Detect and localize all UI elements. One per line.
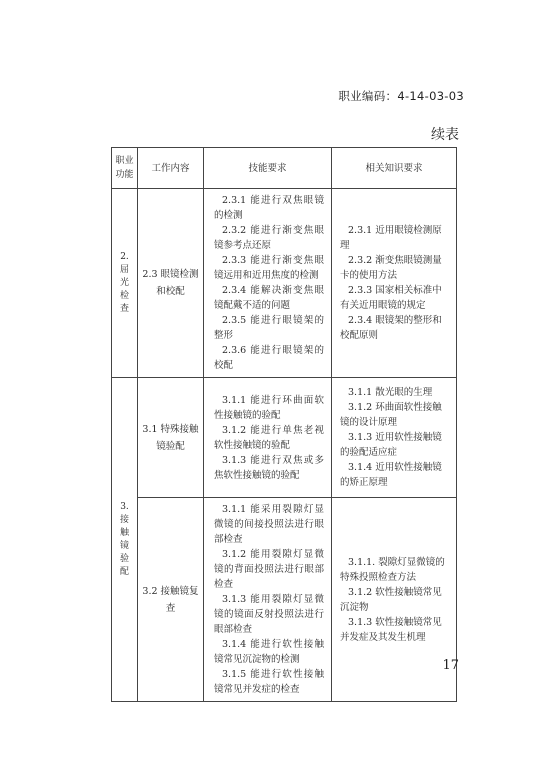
- knowledge-cell: [332, 378, 457, 498]
- skill-item: 3.1.3 能用裂隙灯显微镜的镜面反射投照法进行眼部检查: [214, 594, 324, 635]
- skills-cell: [204, 498, 332, 702]
- skill-item: 3.1.1 能采用裂隙灯显微镜的间接投照法进行眼部检查: [214, 504, 324, 545]
- skill-item: 2.3.1 能进行双焦眼镜的检测: [214, 195, 324, 221]
- skill-item: 3.1.5 能进行软性接触镜常见并发症的检查: [214, 669, 324, 695]
- function-cell: [112, 378, 138, 702]
- knowledge-cell: [332, 498, 457, 702]
- knowledge-cell: [332, 189, 457, 378]
- skill-item: 2.3.6 能进行眼镜架的校配: [214, 345, 324, 371]
- knowledge-item: 3.1.2 环曲面软性接触镜的设计原理: [340, 402, 442, 428]
- skill-item: 2.3.4 能解决渐变焦眼镜配戴不适的问题: [214, 285, 324, 311]
- function-char: 镜: [119, 540, 129, 551]
- header-skill-requirements: 技能要求: [204, 148, 332, 189]
- skill-item: 2.3.5 能进行眼镜架的整形: [214, 315, 324, 341]
- table-row: [112, 498, 457, 702]
- function-char: 查: [119, 303, 129, 314]
- knowledge-item: 2.3.1 近用眼镜检测原理: [340, 225, 442, 251]
- function-char: 触: [119, 527, 129, 538]
- table-row: [112, 378, 457, 498]
- function-char: 屈: [119, 264, 129, 275]
- knowledge-item: 3.1.2 软性接触镜常见沉淀物: [340, 586, 442, 613]
- knowledge-item: 2.3.3 国家相关标准中有关近用眼镜的规定: [340, 285, 442, 311]
- work-content-cell: 3.1 特殊接触镜验配: [138, 378, 204, 498]
- function-char: 接: [119, 514, 129, 525]
- knowledge-item: 3.1.1. 裂隙灯显微镜的特殊投照检查方法: [340, 556, 445, 583]
- knowledge-item: 3.1.1 散光眼的生理: [348, 387, 433, 398]
- continued-label: 续表: [431, 127, 459, 143]
- function-char: 检: [119, 290, 129, 301]
- skill-item: 3.1.2 能进行单焦老视软性接触镜的验配: [214, 424, 324, 451]
- function-number: 2.: [120, 251, 129, 262]
- function-number: 3.: [120, 501, 129, 512]
- skills-cell: [204, 189, 332, 378]
- skills-table: [111, 147, 457, 702]
- function-cell: [112, 189, 138, 378]
- header-function: 职业 功能: [112, 148, 138, 189]
- header-knowledge-requirements: 相关知识要求: [332, 148, 457, 189]
- skill-item: 2.3.3 能进行渐变焦眼镜远用和近用焦度的检测: [214, 255, 324, 281]
- work-content-cell: 3.2 接触镜复查: [138, 498, 204, 702]
- skill-item: 3.1.3 能进行双焦或多焦软性接触镜的验配: [214, 454, 324, 481]
- skill-item: 2.3.2 能进行渐变焦眼镜参考点还原: [214, 225, 324, 251]
- header-work-content: 工作内容: [138, 148, 204, 189]
- knowledge-item: 3.1.3 近用软性接触镜的验配适应症: [340, 432, 442, 458]
- table-row: [112, 189, 457, 378]
- skill-item: 3.1.1 能进行环曲面软性接触镜的验配: [214, 394, 324, 421]
- function-char: 配: [119, 566, 129, 577]
- skill-item: 3.1.2 能用裂隙灯显微镜的背面投照法进行眼部检查: [214, 549, 324, 590]
- page-number: 17: [442, 658, 459, 673]
- function-char: 验: [119, 553, 129, 564]
- table-header-row: [112, 148, 457, 189]
- knowledge-item: 2.3.2 渐变焦眼镜测量卡的使用方法: [340, 255, 442, 281]
- occupation-code: 职业编码：4-14-03-03: [338, 89, 464, 103]
- knowledge-item: 3.1.3 软性接触镜常见并发症及其发生机理: [340, 616, 442, 643]
- knowledge-item: 2.3.4 眼镜架的整形和校配原则: [340, 315, 442, 341]
- work-content-cell: 2.3 眼镜检测和校配: [138, 189, 204, 378]
- skill-item: 3.1.4 能进行软性接触镜常见沉淀物的检测: [214, 639, 324, 665]
- function-char: 光: [119, 277, 129, 288]
- skills-cell: [204, 378, 332, 498]
- knowledge-item: 3.1.4 近用软性接触镜的矫正原理: [340, 462, 442, 488]
